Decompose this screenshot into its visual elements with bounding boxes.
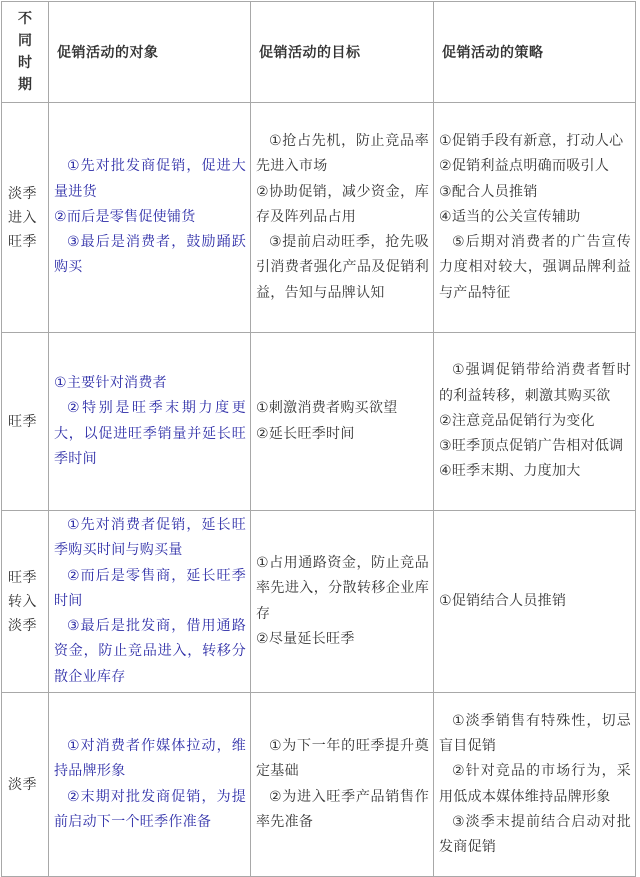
strategy-item: ④适当的公关宣传辅助: [439, 208, 581, 225]
period-label: 旺季: [8, 569, 37, 586]
goal-cell: [251, 103, 434, 333]
goal-cell: [251, 693, 434, 877]
period-label: 淡季: [8, 185, 37, 202]
period-label: 淡季: [8, 776, 37, 793]
strategy-item: ①淡季销售有特殊性，切忌盲目促销: [439, 712, 631, 754]
target-item: ②而后是零售促使铺货: [54, 208, 196, 225]
period-label: 旺季: [8, 413, 37, 430]
promotion-strategy-table: [1, 1, 636, 877]
strategy-cell: [434, 511, 636, 693]
header-strategy-label: 促销活动的策略: [442, 45, 544, 61]
header-period-char: 期: [18, 77, 32, 93]
target-item: ①先对批发商促销，促进大量进货: [54, 158, 246, 200]
header-row: [2, 2, 636, 103]
target-item: ②特别是旺季末期力度更大，以促进旺季销量并延长旺季时间: [54, 400, 246, 467]
strategy-item: ①促销手段有新意，打动人心: [439, 132, 624, 149]
strategy-item: ⑤后期对消费者的广告宣传力度相对较大，强调品牌利益与产品特征: [439, 234, 631, 301]
table-row: [2, 511, 636, 693]
table-row: [2, 103, 636, 333]
strategy-item: ③淡季末提前结合启动对批发商促销: [439, 813, 631, 856]
header-goal-label: 促销活动的目标: [259, 45, 361, 61]
strategy-item: ②促销利益点明确而吸引人: [439, 158, 610, 175]
header-period-char: 同: [18, 33, 32, 49]
table-row: [2, 333, 636, 511]
target-cell: [49, 333, 251, 511]
strategy-cell: [434, 693, 636, 877]
target-item: ①主要针对消费者: [54, 374, 167, 391]
period-cell: [2, 693, 49, 877]
period-label: 进入: [8, 209, 37, 226]
target-cell: [49, 693, 251, 877]
target-item: ②而后是零售商，延长旺季时间: [54, 567, 246, 609]
goal-item: ②尽量延长旺季: [256, 630, 355, 647]
period-label: 转入: [8, 593, 37, 610]
strategy-cell: [434, 333, 636, 511]
strategy-item: ①强调促销带给消费者暂时的利益转移，刺激其购买欲: [439, 362, 631, 404]
period-cell: [2, 103, 49, 333]
strategy-item: ①促销结合人员推销: [439, 592, 567, 609]
target-cell: [49, 103, 251, 333]
table-row: [2, 693, 636, 877]
goal-item: ①抢占先机，防止竞品率先进入市场: [256, 132, 429, 175]
strategy-item: ③配合人员推销: [439, 183, 538, 200]
header-target: [49, 2, 251, 103]
header-target-label: 促销活动的对象: [57, 45, 159, 61]
goal-item: ①占用通路资金，防止竞品率先进入，分散转移企业库存: [256, 554, 429, 622]
strategy-item: ④旺季末期、力度加大: [439, 463, 581, 480]
header-period: [2, 2, 49, 103]
header-goal: [251, 2, 434, 103]
strategy-item: ②注意竞品促销行为变化: [439, 412, 595, 429]
period-label: 淡季: [8, 617, 37, 634]
goal-cell: [251, 333, 434, 511]
header-period-char: 时: [18, 55, 32, 71]
target-item: ①对消费者作媒体拉动，维持品牌形象: [54, 737, 246, 780]
target-item: ③最后是消费者，鼓励踊跃购买: [54, 234, 246, 276]
target-item: ③最后是批发商，借用通路资金，防止竞品进入，转移分散企业库存: [54, 618, 246, 685]
period-label: 旺季: [8, 233, 37, 250]
strategy-item: ②针对竞品的市场行为，采用低成本媒体维持品牌形象: [439, 763, 631, 805]
strategy-item: ③旺季顶点促销广告相对低调: [439, 438, 624, 455]
period-cell: [2, 511, 49, 693]
header-period-char: 不: [18, 11, 32, 27]
strategy-cell: [434, 103, 636, 333]
header-strategy: [434, 2, 636, 103]
target-cell: [49, 511, 251, 693]
period-cell: [2, 333, 49, 511]
target-item: ①先对消费者促销，延长旺季购买时间与购买量: [54, 517, 246, 559]
goal-item: ③提前启动旺季，抢先吸引消费者强化产品及促销利益，告知与品牌认知: [256, 234, 429, 301]
goal-item: ②延长旺季时间: [256, 425, 355, 442]
goal-item: ①为下一年的旺季提升奠定基础: [256, 737, 429, 780]
goal-item: ①刺激消费者购买欲望: [256, 400, 398, 417]
goal-item: ②为进入旺季产品销售作率先准备: [256, 788, 429, 830]
target-item: ②末期对批发商促销，为提前启动下一个旺季作准备: [54, 788, 246, 830]
goal-cell: [251, 511, 434, 693]
goal-item: ②协助促销，减少资金，库存及阵列品占用: [256, 183, 429, 225]
